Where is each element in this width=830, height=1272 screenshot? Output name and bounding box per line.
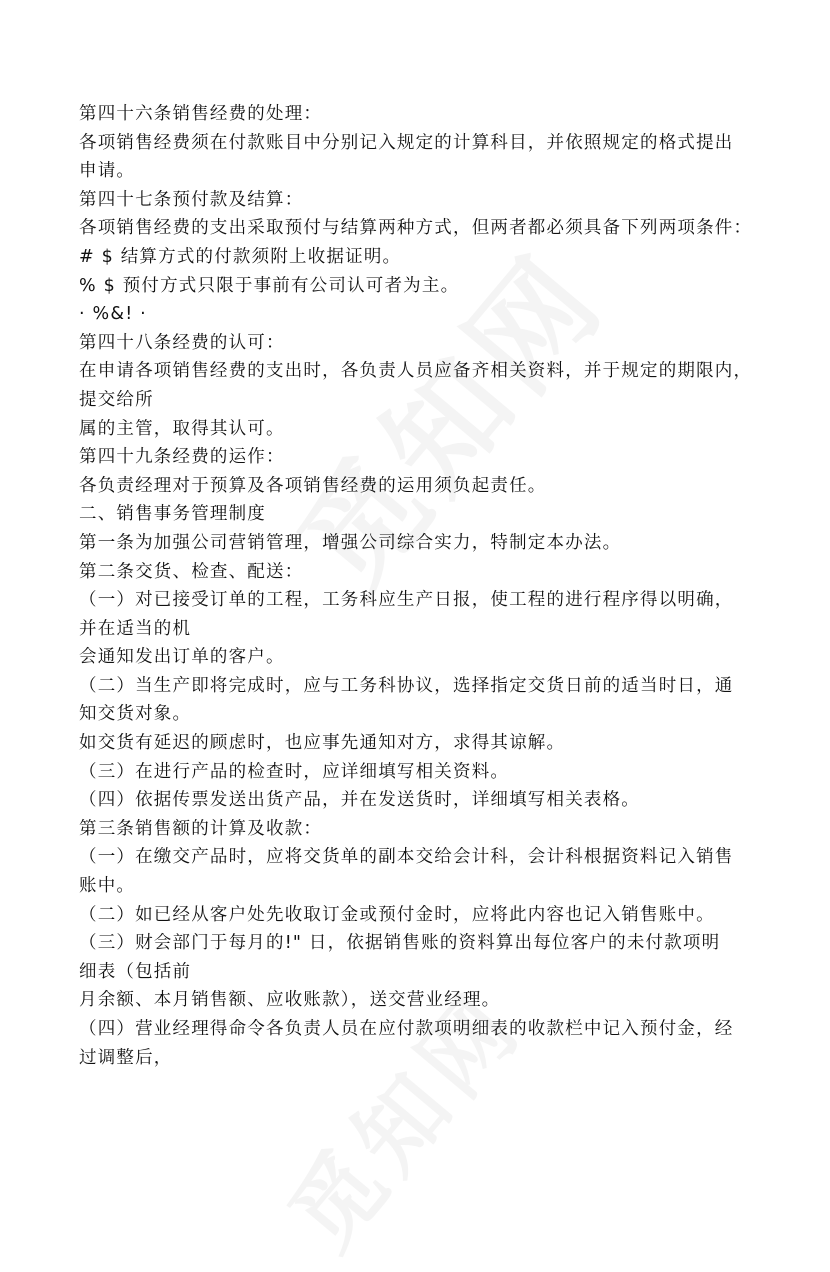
text-line: 细表（包括前 <box>79 961 192 982</box>
text-line: · %&! · <box>79 304 147 325</box>
text-line: （一）在缴交产品时，应将交货单的副本交给会计科，会计科根据资料记入销售 <box>79 847 734 868</box>
text-line: 并在适当的机 <box>79 618 192 639</box>
text-line: （四）营业经理得命令各负责人员在应付款项明细表的收款栏中记入预付金，经 <box>79 1019 734 1039</box>
text-line: 第三条销售额的计算及收款： <box>79 818 323 839</box>
text-line: （二）如已经从客户处先收取订金或预付金时，应将此内容也记入销售账中。 <box>79 904 715 925</box>
text-line: 月余额、本月销售额、应收账款），送交营业经理。 <box>79 990 501 1011</box>
text-line: （三）财会部门于每月的!" 日，依据销售账的资料算出每位客户的未付款项明 <box>79 933 721 954</box>
text-line: 第四十七条预付款及结算： <box>79 189 304 210</box>
text-line: 二、销售事务管理制度 <box>79 504 266 525</box>
text-line: 账中。 <box>79 876 136 897</box>
text-line: 会通知发出订单的客户。 <box>79 647 285 668</box>
text-line: 属的主管，取得其认可。 <box>79 418 285 439</box>
text-line: （四）依据传票发送出货产品，并在发送货时，详细填写相关表格。 <box>79 790 640 811</box>
text-line: 申请。 <box>79 161 136 182</box>
document-body <box>79 100 779 1072</box>
text-line: 如交货有延迟的顾虑时，也应事先通知对方，求得其谅解。 <box>79 733 566 754</box>
text-line: 第四十六条销售经费的处理： <box>79 104 323 124</box>
text-line: （三）在进行产品的检查时，应详细填写相关资料。 <box>79 761 510 782</box>
text-line: # $ 结算方式的付款须附上收据证明。 <box>79 246 402 267</box>
text-line: % $ 预付方式只限于事前有公司认可者为主。 <box>79 275 460 296</box>
text-line: （一）对已接受订单的工程，工务科应生产日报，使工程的进行程序得以明确， <box>79 590 734 611</box>
text-line: 第四十八条经费的认可： <box>79 332 285 353</box>
text-line: 提交给所 <box>79 389 154 410</box>
text-line: 过调整后， <box>79 1047 173 1068</box>
text-line: 各负责经理对于预算及各项销售经费的运用须负起责任。 <box>79 475 547 496</box>
text-line: 第二条交货、检查、配送： <box>79 561 304 582</box>
text-line: 知交货对象。 <box>79 704 192 725</box>
text-line: 各项销售经费的支出采取预付与结算两种方式，但两者都必须具备下列两项条件： <box>79 218 753 239</box>
text-line: 第一条为加强公司营销管理，增强公司综合实力，特制定本办法。 <box>79 532 622 553</box>
text-line: 在申请各项销售经费的支出时，各负责人员应备齐相关资料，并于规定的期限内， <box>79 361 753 382</box>
text-line: 第四十九条经费的运作： <box>79 447 285 468</box>
text-line: （二）当生产即将完成时，应与工务科协议，选择指定交货日前的适当时日，通 <box>79 675 734 696</box>
text-line: 各项销售经费须在付款账目中分别记入规定的计算科目，并依照规定的格式提出 <box>79 132 734 153</box>
